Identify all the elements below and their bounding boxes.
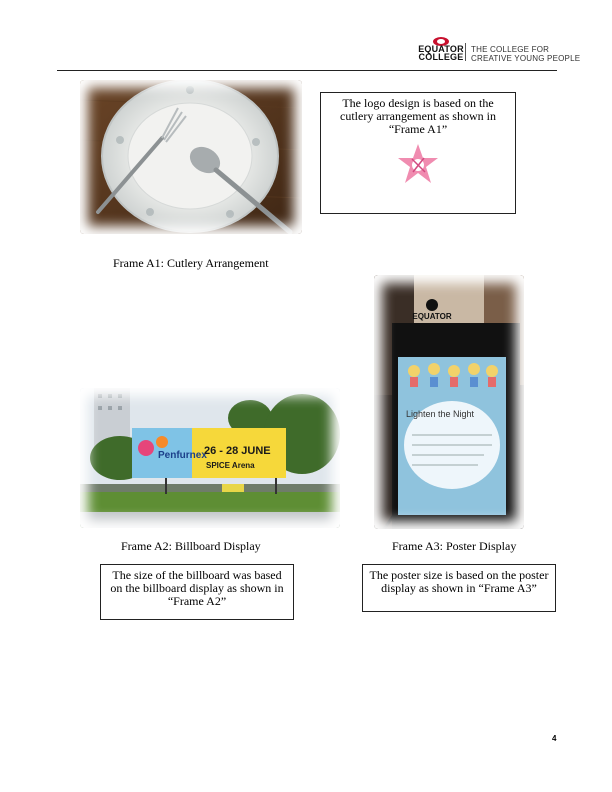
tagline [471, 45, 580, 63]
frame-a2-caption: Frame A2: Billboard Display [121, 539, 261, 553]
logo-line-2: COLLEGE [418, 52, 464, 62]
tagline-line-1: THE COLLEGE FOR [471, 45, 550, 54]
billboard-dates-text: 26 - 28 JUNE [204, 445, 271, 457]
billboard-photo [80, 388, 340, 528]
logo-wordmark [411, 45, 471, 61]
star-logo-icon [395, 142, 441, 186]
poster-title-text: Lighten the Night [406, 409, 475, 419]
billboard-title-text: Penfurnex [158, 450, 207, 461]
frame-a3-note: The poster size is based on the poster display as shown in “Frame A3” [362, 564, 556, 612]
logo-line-1: EQUATOR [418, 44, 464, 54]
frame-a1-note [320, 92, 516, 214]
frame-a1-caption: Frame A1: Cutlery Arrangement [113, 256, 269, 270]
page-number: 4 [552, 734, 557, 743]
frame-a1-note-text: The logo design is based on the cutlery arrangement as shown in “Frame A1” [340, 96, 496, 136]
header-rule [57, 70, 557, 71]
frame-a2-note: The size of the billboard was based on the billboard display as shown in “Frame A2” [100, 564, 294, 620]
poster-photo [374, 275, 524, 529]
cutlery-photo [80, 80, 302, 234]
billboard-venue-text: SPICE Arena [206, 461, 255, 470]
tagline-line-2: CREATIVE YOUNG PEOPLE [471, 54, 581, 63]
logo-divider [465, 43, 466, 61]
wall-sign-text: EQUATOR [412, 312, 452, 321]
frame-a3-caption: Frame A3: Poster Display [392, 539, 517, 553]
